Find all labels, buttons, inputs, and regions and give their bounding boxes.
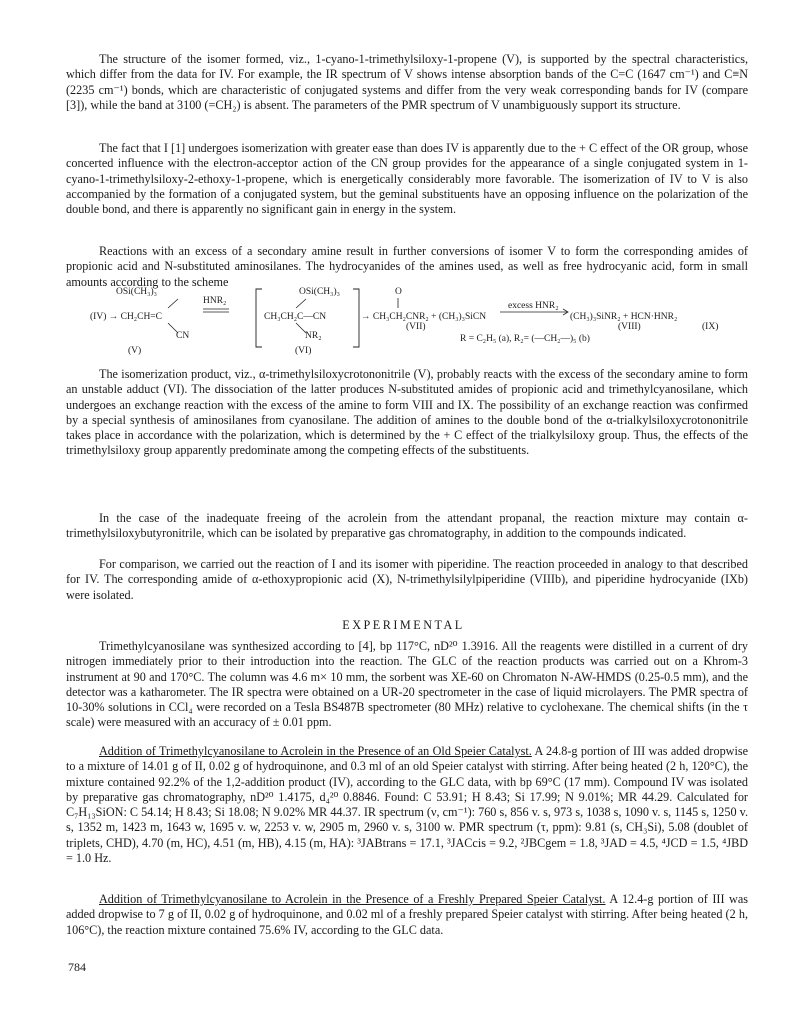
paragraph-old-catalyst: [66, 744, 748, 866]
scheme-osi-1: OSi(CH₃)₃: [116, 287, 157, 297]
scheme-r-definition: R = C₂H₅ (a), R₂= (—CH₂—)₅ (b): [460, 334, 590, 344]
paragraph-reactions: Reactions with an excess of a secondary amine result in further conversions of isomer V to form the corresponding amides of propionic acid and N-substituted aminosilanes. The hydrocyanides of the amines used, as well as free hydrocyanic acid, form in small amounts according to the scheme: [66, 244, 748, 289]
scheme-label-vi: (VI): [295, 346, 312, 356]
fresh-catalyst-body: A 12.4-g portion of III was added dropwise to 7 g of II, 0.02 g of hydroquinone, and 0.02 ml of a freshly prepared Speier catalyst with stirring. After being heated (2 h, 106°C), the reaction mixture contained 75.6% IV, according to the GLC data.: [66, 892, 748, 937]
paragraph-structure: The structure of the isomer formed, viz., 1-cyano-1-trimethylsiloxy-1-propene (V), is supported by the spectral characteristics, which differ from the data for IV. For example, the IR spectrum of V shows intense absorption bands of the C=C (1647 cm⁻¹) and C≡N (2235 cm⁻¹) bonds, which are characteristic of conjugated systems and differ from the very weak corresponding bands for IV (compare [3]), while the band at 3100 (=CH₂) is absent. The parameters of the PMR spectrum of V unambiguously support its structure.: [66, 52, 748, 112]
section-heading-experimental: EXPERIMENTAL: [342, 618, 465, 632]
scheme-nr2: NR₂: [305, 331, 322, 341]
scheme-cn-1: CN: [176, 331, 190, 341]
scheme-carbonyl-o: O: [395, 287, 402, 297]
paragraph-acrolein: In the case of the inadequate freeing of the acrolein from the attendant propanal, the reaction mixture may contain α-trimethylsiloxybutyronitrile, which can be isolated by preparative gas chromatography, in addition to the compounds indicated.: [66, 511, 748, 541]
old-catalyst-body: A 24.8-g portion of III was added dropwise to a mixture of 14.01 g of II, 0.02 g of hydroquinone, and 0.3 ml of an old Speier catalyst with stirring. After being heated (2 h, 120°C), the mixture contained 92.2% of the 1,2-addition product (IV), according to the GLC data, with bp 69°C (17 mm). Compound IV was isolated by preparative gas chromatography, nD²⁰ 1.4175, d₄²⁰ 0.8846. Found: C 53.91; H 8.43; Si 17.99; N 9.01%; MR 44.29. Calculated for C₇H₁₃SiON: C 54.14; H 8.43; Si 18.08; N 9.02% MR 44.37. IR spectrum (ν, cm⁻¹): 760 s, 856 v. s, 973 s, 1038 s, 1090 v. s, 1145 s, 1250 v. s, 1352 m, 1423 m, 1643 w, 1695 v. w, 2253 v. w, 2905 m, 2960 v. s, 3100 w. PMR spectrum (τ, ppm): 9.81 (s, CH₃Si), 5.08 (doublet of triplets, CHD), 4.70 (m, HC), 4.51 (m, HB), 4.15 (m, HA): ³JABtrans = 17.1, ³JACcis = 9.2, ²JBCgem = 1.8, ³JAD = 4.5, ⁴JCD = 1.5, ⁴JBD = 1.0 Hz.: [66, 744, 748, 866]
scheme-iv-formula: (IV) → CH₂CH=C: [90, 312, 163, 322]
scheme-osi-2: OSi(CH₃)₃: [299, 287, 340, 297]
reaction-scheme: [90, 287, 730, 361]
paragraph-experimental: Trimethylcyanosilane was synthesized according to [4], bp 117°C, nD²⁰ 1.3916. All the reagents were distilled in a current of dry nitrogen immediately prior to their introduction into the reaction. The GLC of the reaction products was carried out on a Khrom-3 instrument at 90 and 170°C. The column was 4.6 m× 10 mm, the sorbent was XE-60 on Chromaton N-AW-HMDS (0.25-0.5 mm), and the detector was a katharometer. The IR spectra were obtained on a UR-20 spectrometer in the case of liquid microlayers. The PMR spectra of 10-30% solutions in CCl₄ were recorded on a Tesla BS487B spectrometer (80 MHz) relative to cyclohexane. The chemical shifts (in the τ scale) were measured with an accuracy of ± 0.01 ppm.: [66, 639, 748, 730]
scheme-label-viii: (VIII): [618, 322, 641, 332]
paragraph-comparison: For comparison, we carried out the reaction of I and its isomer with piperidine. The reaction proceeded in analogy to that described for IV. The corresponding amide of α-ethoxypropionic acid (X), N-trimethylsilylpiperidine (VIIIb), and piperidine hydrocyanide (IXb) were isolated.: [66, 557, 748, 602]
paragraph-isomerization: The fact that I [1] undergoes isomerization with greater ease than does IV is apparently due to the + C effect of the OR group, whose concerted influence with the electron-acceptor action of the CN group provides for the appearance of a single conjugated system in 1-cyano-1-trimethylsiloxy-2-ethoxy-1-propene, which is energetically considerably more favorable. The isomerization of IV to V is also accompanied by the formation of a conjugated system, but the geminal substituents have an opposing influence on the polarization of the double bond, and there is apparently no significant gain in energy in the system.: [66, 141, 748, 217]
paragraph-fresh-catalyst: [66, 892, 748, 938]
scheme-label-v: (V): [128, 346, 142, 356]
scheme-excess-hnr2: excess HNR₂: [508, 301, 559, 311]
subheading-old-catalyst: Addition of Trimethylcyanosilane to Acrolein in the Presence of an Old Speier Catalyst.: [99, 744, 532, 758]
page-number: 784: [68, 960, 86, 974]
scheme-label-vii: (VII): [406, 322, 426, 332]
scheme-reagent-hnr2: HNR₂: [203, 296, 227, 306]
paragraph-isomerization-product: The isomerization product, viz., α-trimethylsiloxycrotononitrile (V), probably reacts with the excess of the secondary amine to form an unstable adduct (VI). The dissociation of the latter produces N-substituted amides of propionic acid and trimethylcyanosilane, which undergoes an exchange reaction with the excess of the amine to form VIII and IX. The possibility of an exchange reaction was confirmed by a special synthesis of aminosilanes from cyanosilane. The addition of amines to the double bond of the α-trialkylsiloxycrotononitrile takes place in accordance with the polarization, which is determined by the + C effect of the trialkylsiloxy group. Thus, the effects of the trimethylsiloxy group apparently predominate among the competing effects of the substituents.: [66, 367, 748, 458]
subheading-fresh-catalyst: Addition of Trimethylcyanosilane to Acrolein in the Presence of a Freshly Prepared Speier Catalyst.: [99, 892, 606, 906]
scheme-label-ix: (IX): [702, 322, 719, 332]
scheme-amide-formula: → CH₃CH₂CNR₂ + (CH₃)₃SiCN: [361, 312, 487, 322]
scheme-products: (CH₃)₃SiNR₂ + HCN·HNR₂: [570, 312, 678, 322]
scheme-adduct-formula: CH₃CH₂C—CN: [264, 312, 327, 322]
